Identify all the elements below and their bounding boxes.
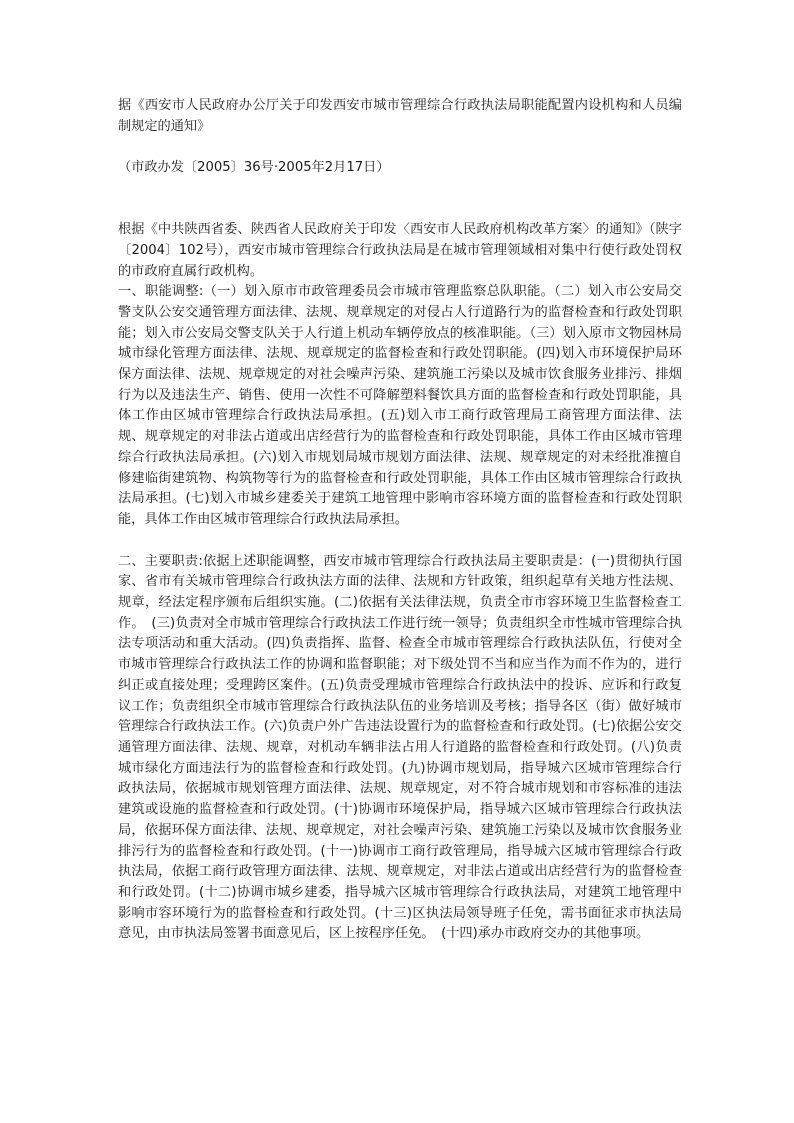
section-function-adjustment: 一、职能调整:（一）划入原市市政管理委员会市城市管理监察总队职能。（二）划入市公安局交警支队公安交通管理方面法律、法规、规章规定的对侵占人行道路行为的监督检查和行政处罚职能；划入市公安局交警支队关于人行道上机动车辆停放点的核准职能。（三）划入原市文物园林局城市绿化管理方面法律、法规、规章规定的监督检查和行政处罚职能。(四)划入市环境保护局环保方面法律、法规、规章规定的对社会噪声污染、建筑施工污染以及城市饮食服务业排污、排烟行为以及违法生产、销售、使用一次性不可降解塑料餐饮具方面的监督检查和行政处罚职能，具体工作由区城市管理综合行政执法局承担。(五)划入市工商行政管理局工商管理方面法律、法规、规章规定的对非法占道或出店经营行为的监督检查和行政处罚职能，具体工作由区城市管理综合行政执法局承担。(六)划入市规划局城市规划方面法律、法规、规章规定的对未经批准擅自修建临街建筑物、构筑物等行为的监督检查和行政处罚职能，具体工作由区城市管理综合行政执法局承担。(七)划入市城乡建委关于建筑工地管理中影响市容环境方面的监督检查和行政处罚职能，具体工作由区城市管理综合行政执法局承担。 bbox=[118, 284, 682, 527]
spacer bbox=[118, 137, 682, 158]
section-main-duties: 二、主要职责:依据上述职能调整，西安市城市管理综合行政执法局主要职责是：(一)贯彻执行国家、省市有关城市管理综合行政执法方面的法律、法规和方针政策，组织起草有关地方性法规、规章，经法定程序颁布后组织实施。(二)依据有关法律法规，负责全市市容环境卫生监督检查工作。 (三)负责对全市城市管理综合行政执法工作进行统一领导；负责组织全市性城市管理综合执法专项活动和重大活动。(四)负责指挥、监督、检查全市城市管理综合行政执法队伍，行使对全市城市管理综合行政执法工作的协调和监督职能；对下级处罚不当和应当作为而不作为的，进行纠正或直接处理；受理跨区案件。(五)负责受理城市管理综合行政执法中的投诉、应诉和行政复议工作；负责组织全市城市管理综合行政执法队伍的业务培训及考核；指导各区（街）做好城市管理综合行政执法工作。(六)负责户外广告违法设置行为的监督检查和行政处罚。(七)依据公安交通管理方面法律、法规、规章，对机动车辆非法占用人行道路的监督检查和行政处罚。(八)负责城市绿化方面违法行为的监督检查和行政处罚。(九)协调市规划局，指导城六区城市管理综合行政执法局，依据城市规划管理方面法律、法规、规章规定，对不符合城市规划和市容标准的违法建筑或设施的监督检查和行政处罚。(十)协调市环境保护局，指导城六区城市管理综合行政执法局，依据环保方面法律、法规、规章规定，对社会噪声污染、建筑施工污染以及城市饮食服务业排污行为的监督检查和行政处罚。(十一)协调市工商行政管理局，指导城六区城市管理综合行政执法局，依据工商行政管理方面法律、法规、规章规定，对非法占道或出店经营行为的监督检查和行政处罚。(十二)协调市城乡建委，指导城六区城市管理综合行政执法局，对建筑工地管理中影响市容环境行为的监督检查和行政处罚。(十三)区执法局领导班子任免，需书面征求市执法局意见，由市执法局签署书面意见后，区上按程序任免。 (十四)承办市政府交办的其他事项。 bbox=[118, 553, 682, 942]
spacer bbox=[118, 179, 682, 220]
document-title: 据《西安市人民政府办公厅关于印发西安市城市管理综合行政执法局职能配置内设机构和人员编制规定的通知》 bbox=[118, 98, 682, 134]
document-number: （市政办发〔2005〕36号·2005年2月17日） bbox=[118, 160, 390, 176]
document-page bbox=[118, 96, 682, 945]
spacer bbox=[118, 531, 682, 552]
intro-paragraph: 根据《中共陕西省委、陕西省人民政府关于印发〈西安市人民政府机构改革方案〉的通知》（陕字〔2004〕102号），西安市城市管理综合行政执法局是在城市管理领域相对集中行使行政处罚权的市政府直属行政机构。 bbox=[118, 222, 682, 279]
